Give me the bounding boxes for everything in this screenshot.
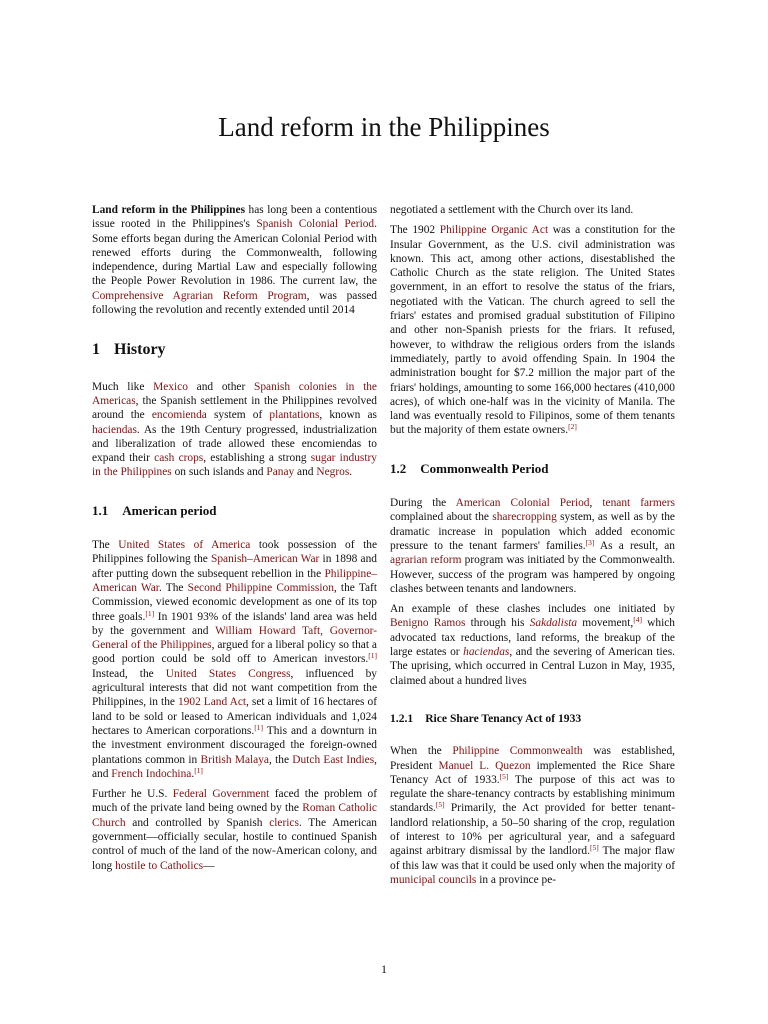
link-united-states-congress[interactable]: United States Congress (165, 667, 291, 680)
text: faced the problem of much of the private land being owned by the (92, 788, 377, 815)
text: in a province pe- (476, 873, 557, 886)
citation-link[interactable]: [4] (633, 615, 642, 625)
link-comprehensive-agrarian-reform-program[interactable]: Comprehensive Agrarian Reform Program (92, 289, 307, 302)
text: movement, (577, 617, 634, 630)
text: The major flaw of this law was that it could be used only when the majority of (390, 845, 675, 872)
link-panay[interactable]: Panay (266, 466, 295, 479)
citation-link[interactable]: [5] (435, 800, 445, 810)
commonwealth-paragraph-1 (390, 496, 675, 596)
text: system of (206, 409, 270, 422)
subsection-title: Commonwealth Period (420, 460, 549, 476)
text: was a constitution for the Insular Government, as the U.S. civil administration was known. This act, among other actions, disestablished the Catholic Church as the state religion. The United States government, in an effort to resolve the status of the friars, negotiated with the Vatican. The church agreed to sell the friars' estates and promised gradual substitution of Filipino and other non-Spanish priests for the friars. It refused, however, to withdraw the religious orders from the islands immediately, partly to avoid offending Spain. In 1904 the administration bought for $7.2 million the major part of the friars' holdings, amounting to some 166,000 hectares (410,000 acres), of which one-half was in the vicinity of Manila. The land was eventually resold to Filipinos, some of them tenants but the majority of them estate owners. (390, 224, 676, 437)
citation-link[interactable]: [1] (194, 765, 203, 775)
text: and (294, 466, 317, 479)
citation-link[interactable]: [5] (499, 771, 509, 781)
text: in 1898 and after putting down the subsequent rebellion in the (92, 553, 377, 580)
link-philippine-commonwealth[interactable]: Philippine Commonwealth (452, 745, 583, 758)
text: , the Taft Commission, viewed economic development as one of its top three goals. (92, 581, 377, 623)
link-cash-crops[interactable]: cash crops (154, 452, 204, 465)
intro-bold-term: Land reform in the Philippines (92, 204, 246, 216)
section-title: History (114, 341, 166, 359)
text: In 1901 93% of the islands' land area was held by the government and (92, 610, 377, 637)
link-dutch-east-indies[interactable]: Dutch East Indies (292, 753, 375, 766)
link-1902-land-act[interactable]: 1902 Land Act (177, 696, 247, 709)
text: , (589, 497, 603, 510)
text: which advocated tax reductions, land reforms, the breakup of the large estates or (390, 617, 676, 659)
page-title: Land reform in the Philippines (218, 112, 550, 142)
link-second-philippine-commission[interactable]: Second Philippine Commission (187, 581, 334, 594)
text: , and (92, 753, 377, 780)
text: Further he U.S. (92, 788, 173, 801)
citation-link[interactable]: [1] (145, 608, 155, 618)
citation-link[interactable]: [5] (589, 843, 599, 853)
text: complained about the (390, 511, 493, 524)
link-federal-government[interactable]: Federal Government (172, 788, 270, 801)
text: . As the 19th Century progressed, industrialization and liberalization of trade allowed these encomiendas to expand their (92, 423, 377, 465)
link-haciendas[interactable]: haciendas (92, 423, 137, 436)
text: Much like (92, 380, 154, 393)
link-hostile-to-catholics[interactable]: hostile to Catholics (115, 859, 204, 872)
link-clerics[interactable]: clerics (269, 816, 299, 829)
text: , the Spanish settlement in the Philippines revolved around the (92, 394, 377, 422)
link-american-colonial-period[interactable]: American Colonial Period (455, 497, 590, 510)
right-column (390, 203, 675, 893)
organic-act-paragraph (390, 223, 675, 437)
subsection-number: 1.1 (92, 502, 109, 518)
link-british-malaya[interactable]: British Malaya (200, 753, 269, 766)
link-william-howard-taft[interactable]: William Howard Taft, Governor-General of the Philippines (92, 624, 378, 652)
text: — (203, 859, 215, 872)
text: system, as well as by the dramatic increase in population which added economic pressure to the tenant farmers' families. (390, 511, 675, 552)
link-agrarian-reform[interactable]: agrarian reform (390, 554, 462, 567)
text: on such islands and (171, 466, 267, 479)
link-spanish-american-war[interactable]: Spanish–American War (211, 553, 320, 566)
link-haciendas-italic[interactable]: haciendas (463, 646, 510, 659)
text: The purpose of this act was to regulate the share-tenancy contracts by establishing minimum standards. (390, 773, 675, 815)
text: , influenced by agricultural interests that did not want competition from the Philippines, in the (92, 667, 377, 709)
page-number: 1 (381, 962, 387, 976)
text: through his (465, 617, 530, 630)
link-philippine-american-war[interactable]: Philippine–American War (92, 567, 377, 594)
text: , establishing a strong (203, 452, 311, 465)
text: . The (158, 581, 188, 594)
text: and controlled by Spanish (125, 816, 270, 829)
link-sugar-industry[interactable]: sugar industry in the Philippines (92, 452, 377, 479)
link-sharecropping[interactable]: sharecropping (492, 511, 557, 524)
link-negros[interactable]: Negros (316, 466, 350, 479)
link-french-indochina[interactable]: French Indochina (111, 767, 192, 780)
text: The 1902 (390, 224, 440, 237)
subsubsection-title: Rice Share Tenancy Act of 1933 (425, 711, 582, 725)
link-mexico[interactable]: Mexico (153, 380, 188, 393)
text: was established, President (390, 745, 675, 772)
text: The (92, 539, 119, 552)
text: During the (390, 497, 456, 510)
text: and other (187, 380, 254, 393)
text: has long been a contentious issue rooted in the Philippines's (92, 204, 377, 231)
text: . (191, 767, 195, 780)
text: . The American government—officially secular, hostile to continued Spanish control of much of the land of the now-American colony, and long (92, 816, 377, 872)
continuation-paragraph: negotiated a settlement with the Church over its land. (390, 204, 634, 216)
subsubsection-heading-rice-share-tenancy-act (390, 712, 675, 726)
commonwealth-paragraph-2 (390, 602, 675, 688)
subsection-heading-commonwealth-period (390, 462, 675, 476)
subsection-title: American period (122, 502, 217, 518)
text: , argued for a liberal policy so that a good portion could be sold off to American investors. (92, 639, 377, 666)
citation-link[interactable]: [2] (568, 422, 577, 432)
american-paragraph-1 (92, 538, 377, 781)
american-paragraph-2 (92, 787, 377, 873)
link-united-states[interactable]: United States of America (118, 539, 251, 552)
history-paragraph (92, 380, 377, 480)
section-number: 1 (92, 341, 100, 359)
left-column (92, 203, 377, 879)
link-benigno-ramos[interactable]: Benigno Ramos (390, 617, 466, 630)
subsection-number: 1.2 (390, 460, 407, 476)
link-roman-catholic-church[interactable]: Roman Catholic Church (92, 802, 377, 829)
link-spanish-colonial-period[interactable]: Spanish Colonial Period (256, 218, 375, 231)
citation-link[interactable]: [1] (368, 651, 377, 661)
citation-link[interactable]: [3] (585, 537, 595, 547)
link-sakdalista[interactable]: Sakdalista (529, 617, 578, 630)
text: When the (390, 745, 453, 758)
link-encomienda[interactable]: encomienda (151, 409, 207, 422)
text: Primarily, the Act provided for better tenant-landlord relationship, a 50–50 sharing of the crop, regulation of interest to 10% per agricultural year, and a safeguard against arbitrary dismissal by the landlord. (390, 802, 675, 858)
text: Instead, the (92, 667, 166, 680)
rice-act-paragraph (390, 744, 675, 887)
section-heading-history (92, 343, 377, 357)
link-spanish-colonies-americas[interactable]: Spanish colonies in the Americas (92, 380, 377, 407)
text: , set a limit of 16 hectares of land to be sold or leased to American individuals and 1,024 hectares to American corporations. (92, 696, 377, 737)
text: . (349, 466, 353, 479)
text: An example of these clashes includes one initiated by (390, 603, 675, 616)
text: , and the severing of American ties. The uprising, which occurred in Central Luzon in May, 1935, claimed about a hundred lives (390, 646, 675, 687)
text: , known as (319, 409, 377, 422)
subsection-heading-american-period (92, 504, 377, 518)
text: As a result, an (594, 539, 675, 552)
text: took possession of the Philippines following the (92, 539, 378, 566)
citation-link[interactable]: [1] (254, 722, 263, 732)
link-plantations[interactable]: plantations (269, 409, 320, 422)
text: , the (268, 753, 293, 766)
link-philippine-organic-act[interactable]: Philippine Organic Act (439, 224, 549, 237)
text: . Some efforts began during the American Colonial Period with renewed efforts during the Commonwealth, following independence, during Martial Law and especially following the People Power Revolution in 1986. The current law, the (92, 218, 377, 288)
subsubsection-number: 1.2.1 (390, 711, 414, 725)
text: This and a downturn in the investment environment discouraged the foreign-owned plantations common in (92, 724, 377, 766)
link-tenant-farmers[interactable]: tenant farmers (602, 497, 675, 510)
intro-paragraph (92, 203, 377, 317)
link-municipal-councils[interactable]: municipal councils (390, 873, 477, 886)
text: , was passed following the revolution and recently extended until 2014 (92, 289, 377, 317)
text: implemented the Rice Share Tenancy Act of 1933. (390, 759, 675, 786)
text: program was initiated by the Commonwealth. However, success of the program was hampered by ongoing clashes between tenants and landowners. (390, 554, 675, 595)
link-manuel-quezon[interactable]: Manuel L. Quezon (438, 759, 531, 772)
